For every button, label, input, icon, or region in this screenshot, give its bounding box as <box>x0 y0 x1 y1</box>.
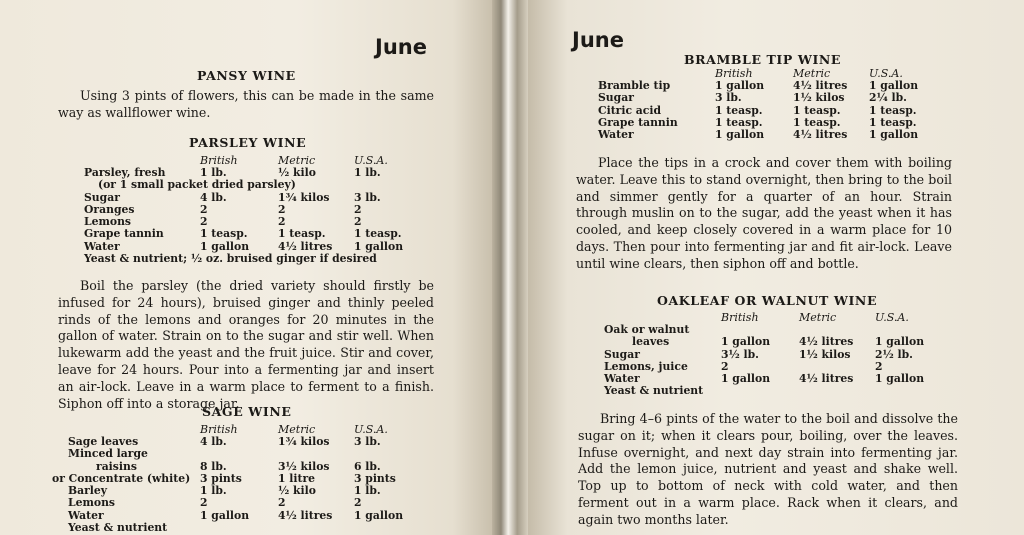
british-cell: 3 pints <box>200 471 242 485</box>
usa-cell: 1 gallon <box>869 79 919 92</box>
metric-cell: 4½ litres <box>278 239 333 253</box>
table-row <box>84 228 424 240</box>
british-cell: 1 lb. <box>200 484 227 498</box>
ingredient-cell: Sugar <box>84 190 120 204</box>
table-row <box>84 253 424 265</box>
table-row <box>598 129 939 141</box>
oakleaf-ingredients-table <box>604 311 945 398</box>
british-cell: 1 lb. <box>200 166 227 179</box>
pansy-wine-text: Using 3 pints of flowers, this can be made in the same way as wallflower wine. <box>58 88 434 120</box>
ingredient-cell: Grape tannin <box>84 227 164 241</box>
bramble-ingredients-table <box>598 67 939 141</box>
metric-cell: 1 litre <box>278 471 316 485</box>
ingredient-cell: Sugar <box>604 347 640 361</box>
table-row <box>604 336 945 348</box>
metric-cell: 1 teasp. <box>278 227 326 241</box>
usa-cell: 6 lb. <box>354 459 381 473</box>
british-cell: 3 lb. <box>715 91 742 105</box>
ingredient-cell: Sage leaves <box>68 435 139 448</box>
usa-cell: 1 lb. <box>354 484 381 498</box>
table-row <box>68 485 424 497</box>
col-header-metric: Metric <box>278 423 316 436</box>
british-cell: 4 lb. <box>200 435 227 448</box>
col-header-metric: Metric <box>278 154 316 167</box>
bramble-tip-wine-title: BRAMBLE TIP WINE <box>684 52 842 67</box>
ingredient-cell: or Concentrate (white) <box>52 471 191 485</box>
metric-cell: 4½ litres <box>793 79 848 92</box>
metric-cell: 1¾ kilos <box>278 435 330 448</box>
usa-cell: 1 gallon <box>354 239 404 253</box>
british-cell: 8 lb. <box>200 459 227 473</box>
metric-cell: 4½ litres <box>799 372 854 386</box>
british-cell: 1 gallon <box>721 372 771 386</box>
british-cell: 1 teasp. <box>715 103 763 117</box>
table-row <box>84 204 424 216</box>
col-header-usa: U.S.A. <box>869 67 903 80</box>
table-row <box>598 92 939 104</box>
col-header-usa: U.S.A. <box>354 423 388 436</box>
ingredient-cell: Lemons <box>68 496 116 510</box>
pansy-wine-title: PANSY WINE <box>197 68 296 83</box>
ingredient-cell: Water <box>68 508 104 522</box>
ingredient-cell: leaves <box>632 335 670 349</box>
ingredient-cell: Water <box>598 128 634 142</box>
ingredient-cell: Sugar <box>598 91 634 105</box>
british-cell: 1 gallon <box>715 79 765 92</box>
table-row <box>84 179 424 191</box>
table-row <box>68 497 424 509</box>
metric-cell: 1½ kilos <box>793 91 845 105</box>
metric-cell: 2 <box>278 215 286 229</box>
ingredient-cell: Bramble tip <box>598 79 671 92</box>
col-header-metric: Metric <box>793 67 831 80</box>
month-heading: June <box>375 35 427 59</box>
metric-cell: 4½ litres <box>278 508 333 522</box>
sage-ingredients-table <box>52 423 424 535</box>
british-cell: 2 <box>200 215 208 229</box>
metric-cell: 1 teasp. <box>793 115 841 129</box>
ingredient-cell: Yeast & nutrient; ½ oz. bruised ginger if desired <box>84 252 377 266</box>
ingredient-cell: Barley <box>68 484 108 498</box>
left-page <box>0 0 492 535</box>
right-page <box>528 0 1024 535</box>
ingredient-cell: raisins <box>96 459 137 473</box>
ingredient-cell: Citric acid <box>598 103 662 117</box>
metric-cell: 4½ litres <box>793 128 848 142</box>
usa-cell: 2¼ lb. <box>869 91 907 105</box>
usa-cell: 2 <box>354 496 362 510</box>
british-cell: 1 gallon <box>721 335 771 349</box>
british-cell: 2 <box>200 202 208 216</box>
usa-cell: 2 <box>354 215 362 229</box>
usa-cell: 1 gallon <box>875 372 925 386</box>
bleed-through-text <box>60 44 64 58</box>
british-cell: 1 teasp. <box>200 227 248 241</box>
col-header-british: British <box>721 311 759 324</box>
metric-cell: 1 teasp. <box>793 103 841 117</box>
usa-cell: 2 <box>354 202 362 216</box>
british-cell: 3½ lb. <box>721 347 759 361</box>
col-header-metric: Metric <box>799 311 837 324</box>
book-gutter <box>492 0 528 535</box>
british-cell: 1 gallon <box>715 128 765 142</box>
usa-cell: 2½ lb. <box>875 347 913 361</box>
oakleaf-walnut-wine-title: OAKLEAF OR WALNUT WINE <box>657 293 878 308</box>
ingredient-cell: Oranges <box>84 202 135 216</box>
parsley-ingredients-table <box>84 154 424 265</box>
british-cell: 1 teasp. <box>715 115 763 129</box>
sage-wine-title: SAGE WINE <box>202 404 292 419</box>
ingredient-cell: Yeast & nutrient <box>68 521 168 535</box>
bramble-tip-wine-text: Place the tips in a crock and cover them with boiling water. Leave this to stand overnight, then bring to the boil and simmer gently for a quarter of an hour. Strain through muslin on to the sugar, add the yeast when it has cooled, and keep closely covered in a warm place for 10 days. Then pour into fermenting jar and fit air-lock. Leave until wine clears, then siphon off and bottle. <box>576 155 952 271</box>
ingredient-cell: (or 1 small packet dried parsley) <box>98 178 296 192</box>
ingredient-cell: Lemons <box>84 215 132 229</box>
parsley-wine-title: PARSLEY WINE <box>189 135 307 150</box>
metric-cell: 3½ kilos <box>278 459 330 473</box>
metric-cell: ½ kilo <box>278 166 316 179</box>
ingredient-cell: Water <box>604 372 640 386</box>
metric-cell: 2 <box>278 496 286 510</box>
ingredient-cell: Yeast & nutrient <box>604 384 704 398</box>
usa-cell: 1 lb. <box>354 166 381 179</box>
col-header-british: British <box>200 154 238 167</box>
col-header-british: British <box>715 67 753 80</box>
british-cell: 2 <box>200 496 208 510</box>
table-row <box>604 385 945 397</box>
metric-cell: 1¾ kilos <box>278 190 330 204</box>
usa-cell: 1 teasp. <box>869 103 917 117</box>
ingredient-cell: Minced large <box>68 447 148 461</box>
usa-cell: 3 pints <box>354 471 396 485</box>
parsley-wine-text: Boil the parsley (the dried variety should firstly be infused for 24 hours), bruised ginger and thinly peeled rinds of the lemons and oranges for 20 minutes in the gallon of water. Strain on to the sugar and stir well. When lukewarm add the yeast and the fruit juice. Stir and cover, leave for 24 hours. Pour into a fermenting jar and insert an air-lock. Leave in a warm place to ferment to a finish. Siphon off into a storage jar. <box>58 278 434 411</box>
usa-cell: 1 teasp. <box>354 227 402 241</box>
ingredient-cell: Water <box>84 239 120 253</box>
usa-cell: 2 <box>875 359 883 373</box>
usa-cell: 1 teasp. <box>869 115 917 129</box>
col-header-usa: U.S.A. <box>875 311 909 324</box>
col-header-british: British <box>200 423 238 436</box>
british-cell: 1 gallon <box>200 508 250 522</box>
col-header-usa: U.S.A. <box>354 154 388 167</box>
metric-cell: 2 <box>278 202 286 216</box>
usa-cell: 1 gallon <box>354 508 404 522</box>
usa-cell: 1 gallon <box>875 335 925 349</box>
ingredient-cell: Grape tannin <box>598 115 678 129</box>
ingredient-cell: Lemons, juice <box>604 359 688 373</box>
usa-cell: 1 gallon <box>869 128 919 142</box>
ingredient-cell: Parsley, fresh <box>84 166 166 179</box>
british-cell: 1 gallon <box>200 239 250 253</box>
metric-cell: ½ kilo <box>278 484 316 498</box>
table-row <box>68 448 424 460</box>
table-row <box>68 522 424 534</box>
oakleaf-walnut-wine-text: Bring 4–6 pints of the water to the boil and dissolve the sugar on it; when it clears pour, boiling, over the leaves. Infuse overnight, and next day strain into fermenting jar. Add the lemon juice, nutrient and yeast and shake well. Top up to bottom of neck with cold water, and then ferment out in a warm place. Rack when it clears, and again two months later. <box>578 411 958 527</box>
usa-cell: 3 lb. <box>354 435 381 448</box>
metric-cell: 1½ kilos <box>799 347 851 361</box>
ingredient-cell: Oak or walnut <box>604 323 690 336</box>
british-cell: 4 lb. <box>200 190 227 204</box>
british-cell: 2 <box>721 359 729 373</box>
month-heading: June <box>572 28 624 52</box>
metric-cell: 4½ litres <box>799 335 854 349</box>
table-row <box>84 192 424 204</box>
usa-cell: 3 lb. <box>354 190 381 204</box>
